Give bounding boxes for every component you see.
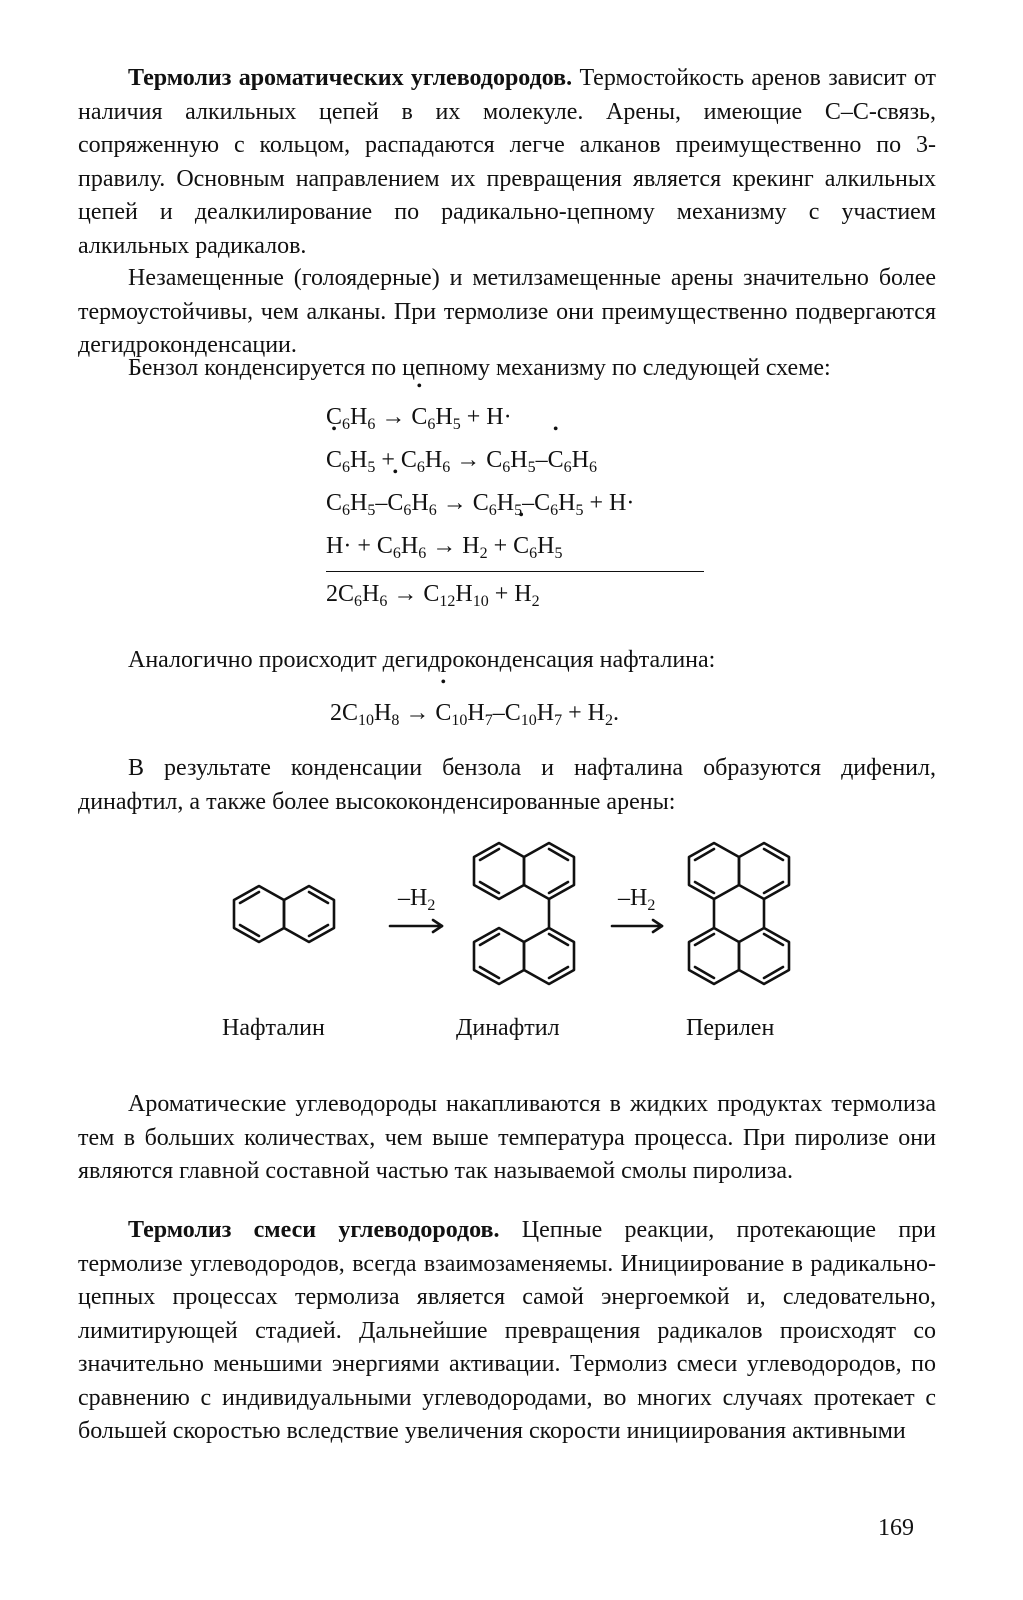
paragraph-condensation-results: В результате конденсации бензола и нафталина образуются дифенил, динафтил, а также более высококонденсированные арены: xyxy=(78,755,936,815)
paragraph-naphthalene-intro: Аналогично происходит дегидроконденсация нафталина: xyxy=(128,647,716,673)
arrow-1 xyxy=(390,920,442,932)
paragraph-text: Термостойкость аренов зависит от наличия алкильных цепей в их молекуле. Арены, имеющие С–С-связь, сопряженную с кольцом, распадаются легче алканов преимущественно по 3-правилу. Основным направлением их превращения является крекинг алкильных цепей и деалкилирование по радикально-цепному механизму с участием алкильных радикалов. xyxy=(78,65,936,259)
paragraph-mixture-thermolysis xyxy=(78,1214,936,1449)
equation-2: • $C_6H_5 + C_6H_6$ → $C_6H_5-•$ $C_6H_6$ xyxy=(326,439,706,482)
label-naphthalene: Нафталин xyxy=(222,1015,325,1041)
label-perylene: Перилен xyxy=(686,1015,775,1041)
equation-3: $C_6H_5-•$ $C_6H_6 \to C_6H_5-C_6H_5 + H\cdot$ xyxy=(326,482,706,525)
equation-1: $C_6H_6$ → • $C_6H_5 + H\cdot$ xyxy=(326,396,706,439)
naphthalene-equation: $2C_{10}H_8$ → • $C_{10}H_7-C_{10}H_7 + H_2$. xyxy=(330,692,619,735)
step-label-1: $-H_2$ xyxy=(398,885,436,914)
label-dinaphthyl: Динафтил xyxy=(456,1015,560,1041)
dinaphthyl-structure xyxy=(474,843,574,984)
naphthalene-structure xyxy=(234,886,334,942)
paragraph-benzene-intro: Бензол конденсируется по цепному механизму по следующей схеме: xyxy=(128,355,831,381)
paragraph-heading: Термолиз ароматических углеводородов. xyxy=(128,65,573,91)
perylene-structure xyxy=(689,843,789,984)
equation-4: $H\cdot + C_6H_6 \to H_2$ + • $C_6H_5$ xyxy=(326,525,706,568)
equation-overall: $2C_6H_6 \to C_{12}H_{10} + H_2$ xyxy=(326,581,540,610)
paragraph-aromatic-thermolysis xyxy=(78,62,936,263)
benzene-equation-block xyxy=(326,396,706,568)
step-label-2: $-H_2$ xyxy=(618,885,656,914)
benzene-overall-equation xyxy=(326,573,706,616)
paragraph-heading: Термолиз смеси углеводородов. xyxy=(128,1217,500,1243)
page-number: 169 xyxy=(878,1515,914,1541)
paragraph-text: Цепные реакции, протекающие при термолизе углеводородов, всегда взаимозаменяемы. Инициирование в радикально-цепных процессах термолиза является самой энергоемкой и, следовательно, лимитирующей стадией. Дальнейшие превращения радикалов происходят со значительно меньшими энергиями активации. Термолиз смеси углеводородов, по сравнению с индивидуальными углеводородами, во многих случаях протекает с большей скоростью вследствие увеличения скорости инициирования активными xyxy=(78,1217,937,1444)
summation-line xyxy=(326,571,704,572)
paragraph-aromatic-accumulation: Ароматические углеводороды накапливаются в жидких продуктах термолиза тем в больших количествах, чем выше температура процесса. При пиролизе они являются главной составной частью так называемой смолы пиролиза. xyxy=(78,1091,936,1184)
paragraph-unsubstituted-arenes: Незамещенные (голоядерные) и метилзамещенные арены значительно более термоустойчивы, чем алканы. При термолизе они преимущественно подвергаются дегидроконденсации. xyxy=(78,265,936,358)
arrow-2 xyxy=(612,920,662,932)
